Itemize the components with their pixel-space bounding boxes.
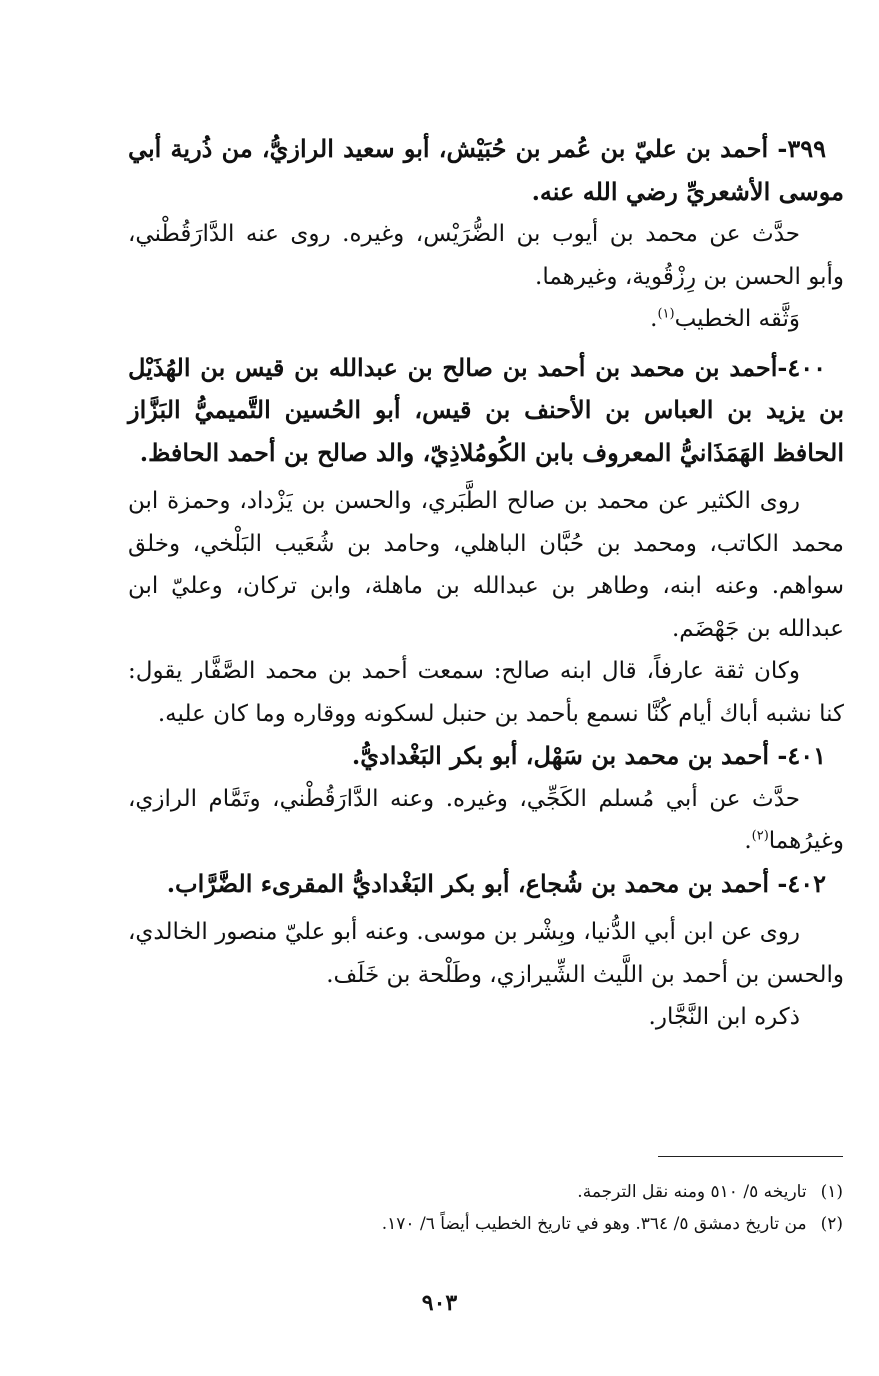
entry-399-heading: ٣٩٩- أحمد بن عليّ بن عُمر بن حُبَيْش، أبو سعيد الرازيُّ، من ذُرية أبي موسى الأشعريِّ رضي الله عنه. xyxy=(128,134,844,206)
footnote-1-label: (١) xyxy=(820,1182,843,1202)
entry-401-text: حدَّث عن أبي مُسلم الكَجِّي، وغيره. وعنه الدَّارَقُطْني، وتَمَّام الرازي، وغيرُهما xyxy=(128,785,844,854)
footnote-divider xyxy=(658,1156,843,1157)
entry-399-trust-text: وَثَّقه الخطيب xyxy=(674,306,800,332)
entry-400-heading: ٤٠٠-أحمد بن محمد بن أحمد بن صالح بن عبدالله بن قيس بن الهُذَيْل بن يزيد بن العباس بن الأحنف بن قيس، أبو الحُسين التَّميميُّ البَزَّاز الحافظ الهَمَذَانيُّ المعروف بابن الكُومُلاذِيّ، والد صالح بن أحمد الحافظ. xyxy=(128,352,845,467)
footnote-2-text: من تاريخ دمشق ٥/ ٣٦٤. وهو في تاريخ الخطيب أيضاً ٦/ ١٧٠. xyxy=(381,1214,807,1234)
page-number: ٩٠٣ xyxy=(421,1290,458,1316)
entry-400-paragraph-2: وكان ثقة عارفاً، قال ابنه صالح: سمعت أحمد بن محمد الصَّفَّار يقول: كنا نشبه أباك أيام كُنَّا نسمع بأحمد بن حنبل لسكونه ووقاره وما كان عليه. xyxy=(128,658,844,727)
footnotes xyxy=(243,1176,843,1240)
entry-401-paragraph: حدَّث عن أبي مُسلم الكَجِّي، وغيره. وعنه الدَّارَقُطْني، وتَمَّام الرازي، وغيرُهما$^{(٢)}$. xyxy=(128,785,844,854)
entry-402-paragraph-2: ذكره ابن النَّجَّار. xyxy=(648,1004,800,1030)
entry-401-heading: ٤٠١- أحمد بن محمد بن سَهْل، أبو بكر البَغْداديُّ. xyxy=(351,741,826,770)
entry-402-heading: ٤٠٢- أحمد بن محمد بن شُجاع، أبو بكر البَغْداديُّ المقرىء الضَّرَّاب. xyxy=(166,868,826,898)
footnote-2-label: (٢) xyxy=(820,1214,843,1234)
footnote-ref-1: (١) xyxy=(657,306,675,322)
footnote-1-text: تاريخه ٥/ ٥١٠ ومنه نقل الترجمة. xyxy=(577,1182,807,1202)
entry-400-paragraph-1: روى الكثير عن محمد بن صالح الطَّبَري، والحسن بن يَزْداد، وحمزة ابن محمد الكاتب، ومحمد بن حُبَّان الباهلي، وحامد بن شُعَيب البَلْخي، وخلق سواهم. وعنه ابنه، وطاهر بن عبدالله بن ماهلة، وابن تركان، وعليّ ابن عبدالله بن جَهْضَم. xyxy=(128,488,844,642)
biography-entries xyxy=(128,128,844,1039)
footnote-ref-2: (٢) xyxy=(751,828,769,844)
entry-399-note-line: وَثَّقه الخطيب$^{(١)}$. xyxy=(650,306,800,332)
footnote-2 xyxy=(243,1208,843,1240)
entry-402-paragraph-1: روى عن ابن أبي الدُّنيا، وبِشْر بن موسى. وعنه أبو عليّ منصور الخالدي، والحسن بن أحمد بن اللَّيث الشِّيرازي، وطَلْحة بن خَلَف. xyxy=(128,919,844,988)
footnote-1 xyxy=(243,1176,843,1208)
entry-399-paragraph: حدَّث عن محمد بن أيوب بن الضُّرَيْس، وغيره. روى عنه الدَّارَقُطْني، وأبو الحسن بن رِزْقُوية، وغيرهما. xyxy=(128,221,844,290)
